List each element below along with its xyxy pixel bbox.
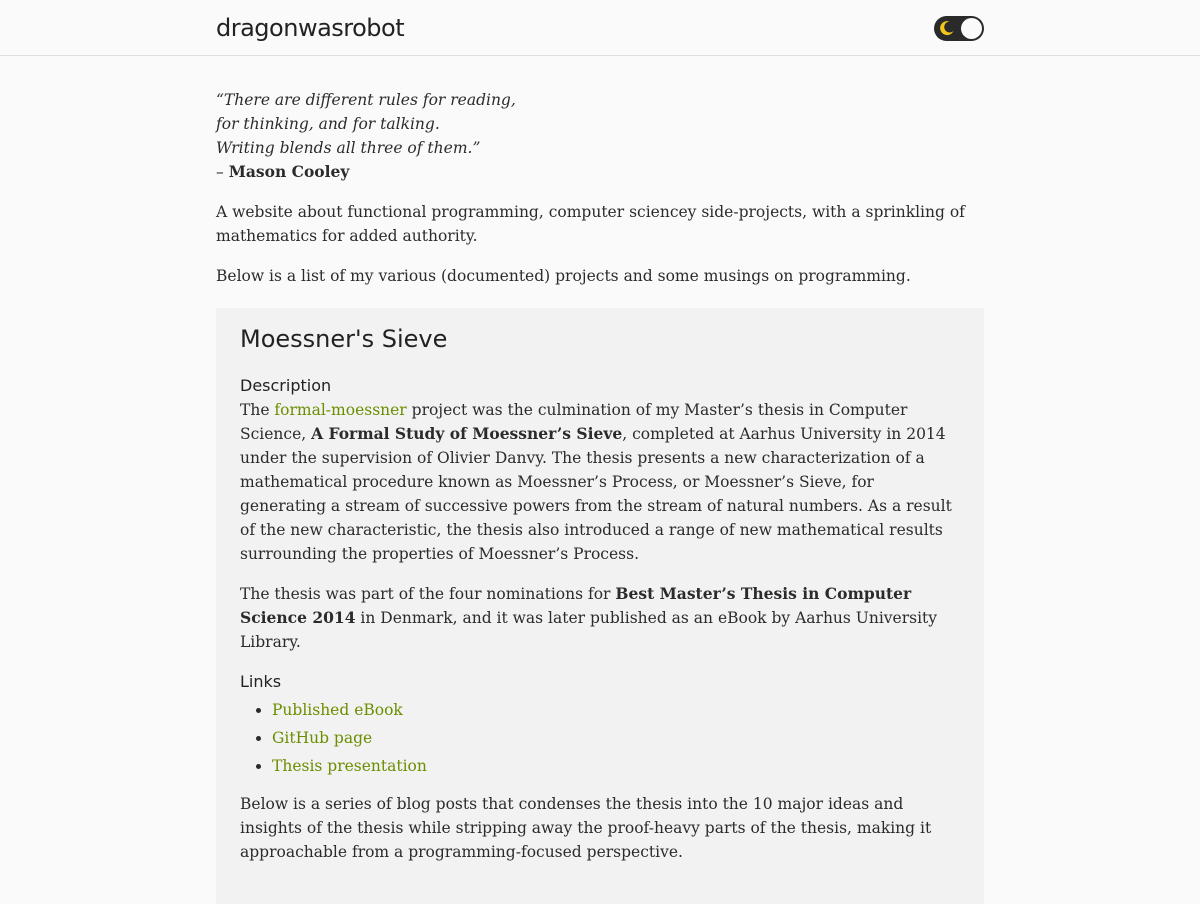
desc-text: , completed at Aarhus University in 2014 under the supervision of Olivier Danvy. The thesis presents a new characterization of a mathematical procedure known as Moessner’s Process, or Moessner’s Sieve, for generating a stream of successive powers from the stream of natural numbers. As a result of the new characteristic, the thesis also introduced a range of new mathematical results surrounding the properties of Moessner’s Process. [240, 425, 952, 563]
intro-paragraph-1: A website about functional programming, computer sciencey side-projects, with a sprinkling of mathematics for added authority. [216, 203, 965, 245]
project-card [216, 308, 984, 904]
list-item [272, 696, 960, 724]
formal-moessner-link[interactable]: formal-moessner [274, 401, 407, 419]
quote-line-2: for thinking, and for talking. [216, 115, 440, 133]
quote-author: Mason Cooley [228, 162, 350, 181]
desc-text: in Denmark, and it was later published as an eBook by Aarhus University Library. [240, 609, 938, 651]
quote-line-1: “There are different rules for reading, [216, 91, 516, 109]
published-ebook-link[interactable]: Published eBook [272, 701, 403, 719]
main-content [216, 88, 984, 904]
links-list [240, 696, 960, 780]
toggle-knob [961, 18, 982, 39]
thesis-presentation-link[interactable]: Thesis presentation [272, 757, 427, 775]
project-title: Moessner's Sieve [240, 325, 448, 353]
github-page-link[interactable]: GitHub page [272, 729, 373, 747]
theme-toggle[interactable] [934, 16, 984, 41]
links-heading: Links [240, 672, 282, 691]
award-name: Best Master’s Thesis in Computer Science 2014 [240, 584, 912, 627]
description-heading: Description [240, 376, 332, 395]
description-paragraph-2 [240, 582, 960, 654]
site-title-link[interactable]: dragonwasrobot [216, 14, 405, 42]
quote-line-3: Writing blends all three of them.” [216, 139, 481, 157]
quote-attribution [216, 160, 984, 184]
quote-dash: – [216, 163, 229, 181]
description-paragraph-1 [240, 398, 960, 566]
moon-icon [939, 20, 955, 36]
desc-text: The thesis was part of the four nominations for [240, 585, 616, 603]
blog-series-paragraph: Below is a series of blog posts that condenses the thesis into the 10 major ideas and insights of the thesis while stripping away the proof-heavy parts of the thesis, making it approachable from a programming-focused perspective. [240, 795, 932, 861]
intro-paragraph-2: Below is a list of my various (documented) projects and some musings on programming. [216, 267, 911, 285]
list-item [272, 724, 960, 752]
thesis-title: A Formal Study of Moessner’s Sieve [311, 424, 623, 443]
top-bar [0, 0, 1200, 56]
desc-text: project was the culmination of my Master’s thesis in Computer Science, [240, 401, 908, 443]
desc-text: The [240, 401, 275, 419]
list-item [272, 752, 960, 780]
